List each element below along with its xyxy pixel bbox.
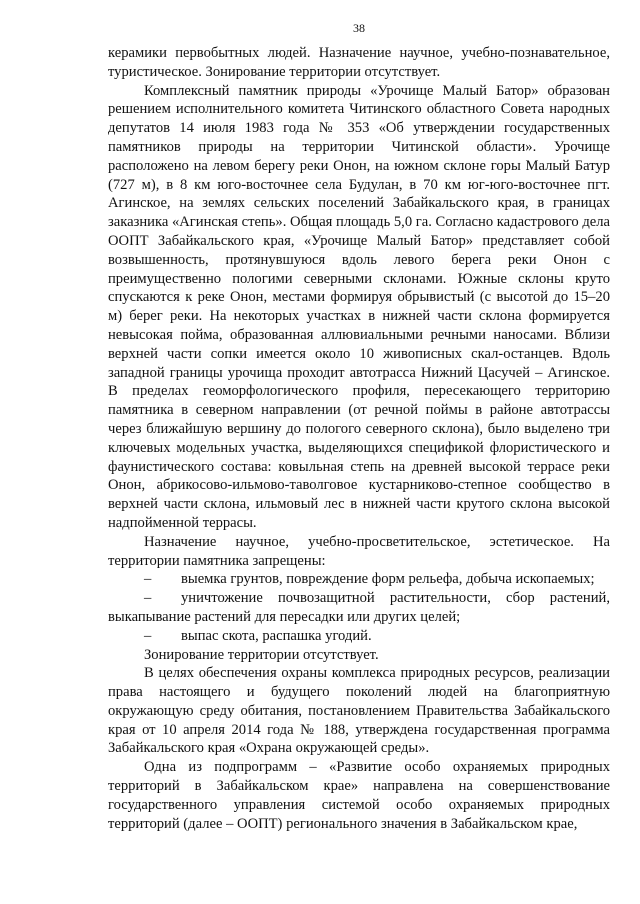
document-body [108,44,610,833]
list-item [108,570,610,589]
list-item [108,627,610,646]
list-item-text: уничтожение почвозащитной растительности, сбор растений, выкапывание растений для пересадки или других целей; [108,590,610,625]
paragraph-2: Комплексный памятник природы «Урочище Малый Батор» образован решением исполнительного комитета Читинского областного Совета народных депутатов 14 июля 1983 года № 353 «Об утверждении государственных памятников природы на территории Читинской области». Урочище расположено на левом берегу реки Онон, на южном склоне горы Малый Батур (727 м), в 8 км юго-восточнее села Будулан, в 70 км юг-юго-восточнее пгт. Агинское, на землях сельских поселений Забайкальского края, в границах заказника «Агинская степь». Общая площадь 5,0 га. Согласно кадастрового дела ООПТ Забайкальского края, «Урочище Малый Батор» представляет собой возвышенность, протянувшуюся вдоль левого берега реки Онон с преимущественно пологими северными склонами. Южные склоны круто спускаются к реке Онон, местами формируя обрывистый (с высотой до 15–20 м) берег реки. На некоторых участках в нижней части склона формируется невысокая пойма, образованная аллювиальными речными наносами. Вблизи верхней части сопки имеется около 10 живописных скал-останцев. Вдоль западной границы урочища проходит автотрасса Нижний Цасучей – Агинское. В пределах геоморфологического профиля, пересекающего территорию памятника в северном направлении (от речной поймы в районе автотрассы через ближайшую вершину до пологого северного склона), было выделено три ключевых модельных участка, выделяющихся спецификой флористического и фаунистического состава: ковыльная степь на древней высокой террасе реки Онон, абрикосово-ильмово-таволговое кустарниково-степное сообщество в верхней части склона, ильмовый лес в нижней части крутого склона высокой надпойменной террасы. [108,82,610,531]
paragraph-subprogram: Одна из подпрограмм – «Развитие особо охраняемых природных территорий в Забайкальском крае» направлена на совершенствование государственного управления системой особо охраняемых природных территорий (далее – ООПТ) регионального значения в Забайкальском крае, [108,759,610,832]
list-dash: – [144,627,152,644]
list-dash: – [144,590,152,607]
list-item-text: выпас скота, распашка угодий. [181,627,372,644]
paragraph-3: Назначение научное, учебно-просветительское, эстетическое. На территории памятника запрещены: [108,533,610,569]
document-page [108,20,610,833]
page-number: 38 [353,21,365,35]
paragraph-zoning: Зонирование территории отсутствует. [144,646,379,663]
paragraph-1: керамики первобытных людей. Назначение научное, учебно-познавательное, туристическое. Зонирование территории отсутствует. [108,45,610,80]
list-dash: – [144,571,152,588]
paragraph-program: В целях обеспечения охраны комплекса природных ресурсов, реализации права настоящего и будущего поколений людей на благоприятную окружающую среду обитания, постановлением Правительства Забайкальского края от 10 апреля 2014 года № 188, утверждена государственная программа Забайкальского края «Охрана окружающей среды». [108,665,610,757]
list-item [108,589,610,627]
list-item-text: выемка грунтов, повреждение форм рельефа, добыча ископаемых; [181,571,595,588]
